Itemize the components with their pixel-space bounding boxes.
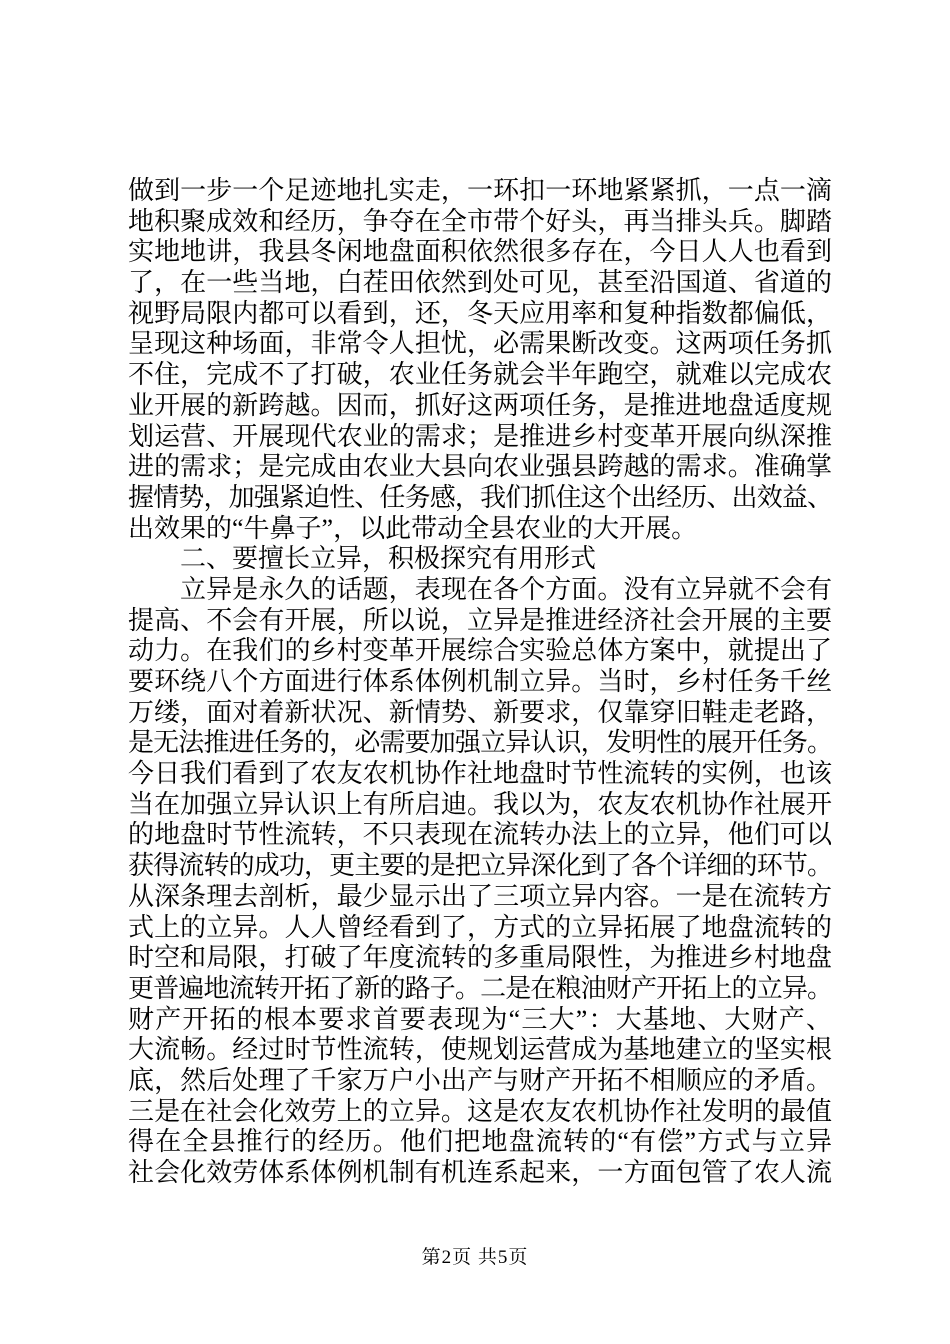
text-line: 式上的立异。人人曾经看到了，方式的立异拓展了地盘流转的 bbox=[128, 912, 832, 942]
text-line: 业开展的新跨越。因而，抓好这两项任务，是推进地盘适度规 bbox=[128, 390, 832, 420]
text-line: 呈现这种场面，非常令人担忧，必需果断改变。这两项任务抓 bbox=[128, 329, 832, 359]
text-line: 获得流转的成功，更主要的是把立异深化到了各个详细的环节。 bbox=[128, 851, 832, 881]
text-line: 了，在一些当地，白茬田依然到处可见，甚至沿国道、省道的 bbox=[128, 268, 832, 298]
text-line: 今日我们看到了农友农机协作社地盘时节性流转的实例，也该 bbox=[128, 759, 832, 789]
text-line: 当在加强立异认识上有所启迪。我以为，农友农机协作社展开 bbox=[128, 789, 832, 819]
text-line: 从深条理去剖析，最少显示出了三项立异内容。一是在流转方 bbox=[128, 881, 832, 911]
text-line: 进的需求；是完成由农业大县向农业强县跨越的需求。准确掌 bbox=[128, 452, 832, 482]
text-line: 得在全县推行的经历。他们把地盘流转的“有偿”方式与立异 bbox=[128, 1127, 832, 1157]
text-line: 动力。在我们的乡村变革开展综合实验总体方案中，就提出了 bbox=[128, 636, 832, 666]
text-line: 的地盘时节性流转，不只表现在流转办法上的立异，他们可以 bbox=[128, 820, 832, 850]
text-line: 二、要擅长立异，积极探究有用形式 bbox=[180, 544, 597, 574]
text-line: 要环绕八个方面进行体系体例机制立异。当时，乡村任务千丝 bbox=[128, 667, 832, 696]
text-line: 是无法推进任务的，必需要加强立异认识，发明性的展开任务。 bbox=[128, 728, 832, 758]
text-line: 立异是永久的话题，表现在各个方面。没有立异就不会有 bbox=[180, 574, 832, 604]
text-line: 底，然后处理了千家万户小出产与财产开拓不相顺应的矛盾。 bbox=[128, 1065, 832, 1095]
text-line: 万缕，面对着新状况、新情势、新要求，仅靠穿旧鞋走老路， bbox=[128, 697, 832, 727]
text-line: 社会化效劳体系体例机制有机连系起来，一方面包管了农人流 bbox=[128, 1158, 832, 1187]
page-number-footer: 第2页 共5页 bbox=[421, 1247, 529, 1268]
text-line: 提高、不会有开展，所以说，立异是推进经济社会开展的主要 bbox=[128, 605, 832, 635]
text-line: 划运营、开展现代农业的需求；是推进乡村变革开展向纵深推 bbox=[128, 421, 832, 451]
text-line: 更普遍地流转开拓了新的路子。二是在粮油财产开拓上的立异。 bbox=[128, 973, 832, 1003]
text-line: 出效果的“牛鼻子”，以此带动全县农业的大开展。 bbox=[128, 513, 698, 543]
text-line: 握情势，加强紧迫性、任务感，我们抓住这个出经历、出效益、 bbox=[128, 482, 832, 512]
text-line: 视野局限内都可以看到，还，冬天应用率和复种指数都偏低， bbox=[128, 298, 832, 328]
text-line: 三是在社会化效劳上的立异。这是农友农机协作社发明的最值 bbox=[128, 1096, 832, 1126]
text-line: 实地地讲，我县冬闲地盘面积依然很多存在，今日人人也看到 bbox=[128, 237, 832, 267]
text-line: 时空和局限，打破了年度流转的多重局限性，为推进乡村地盘 bbox=[128, 943, 832, 973]
text-body bbox=[128, 176, 832, 1189]
text-line: 做到一步一个足迹地扎实走，一环扣一环地紧紧抓，一点一滴 bbox=[128, 176, 832, 205]
text-line: 大流畅。经过时节性流转，使规划运营成为基地建立的坚实根 bbox=[128, 1035, 832, 1065]
text-line: 财产开拓的根本要求首要表现为“三大”：大基地、大财产、 bbox=[128, 1004, 832, 1034]
text-line: 不住，完成不了打破，农业任务就会半年跑空，就难以完成农 bbox=[128, 360, 832, 390]
text-line: 地积聚成效和经历，争夺在全市带个好头，再当排头兵。脚踏 bbox=[128, 206, 832, 236]
